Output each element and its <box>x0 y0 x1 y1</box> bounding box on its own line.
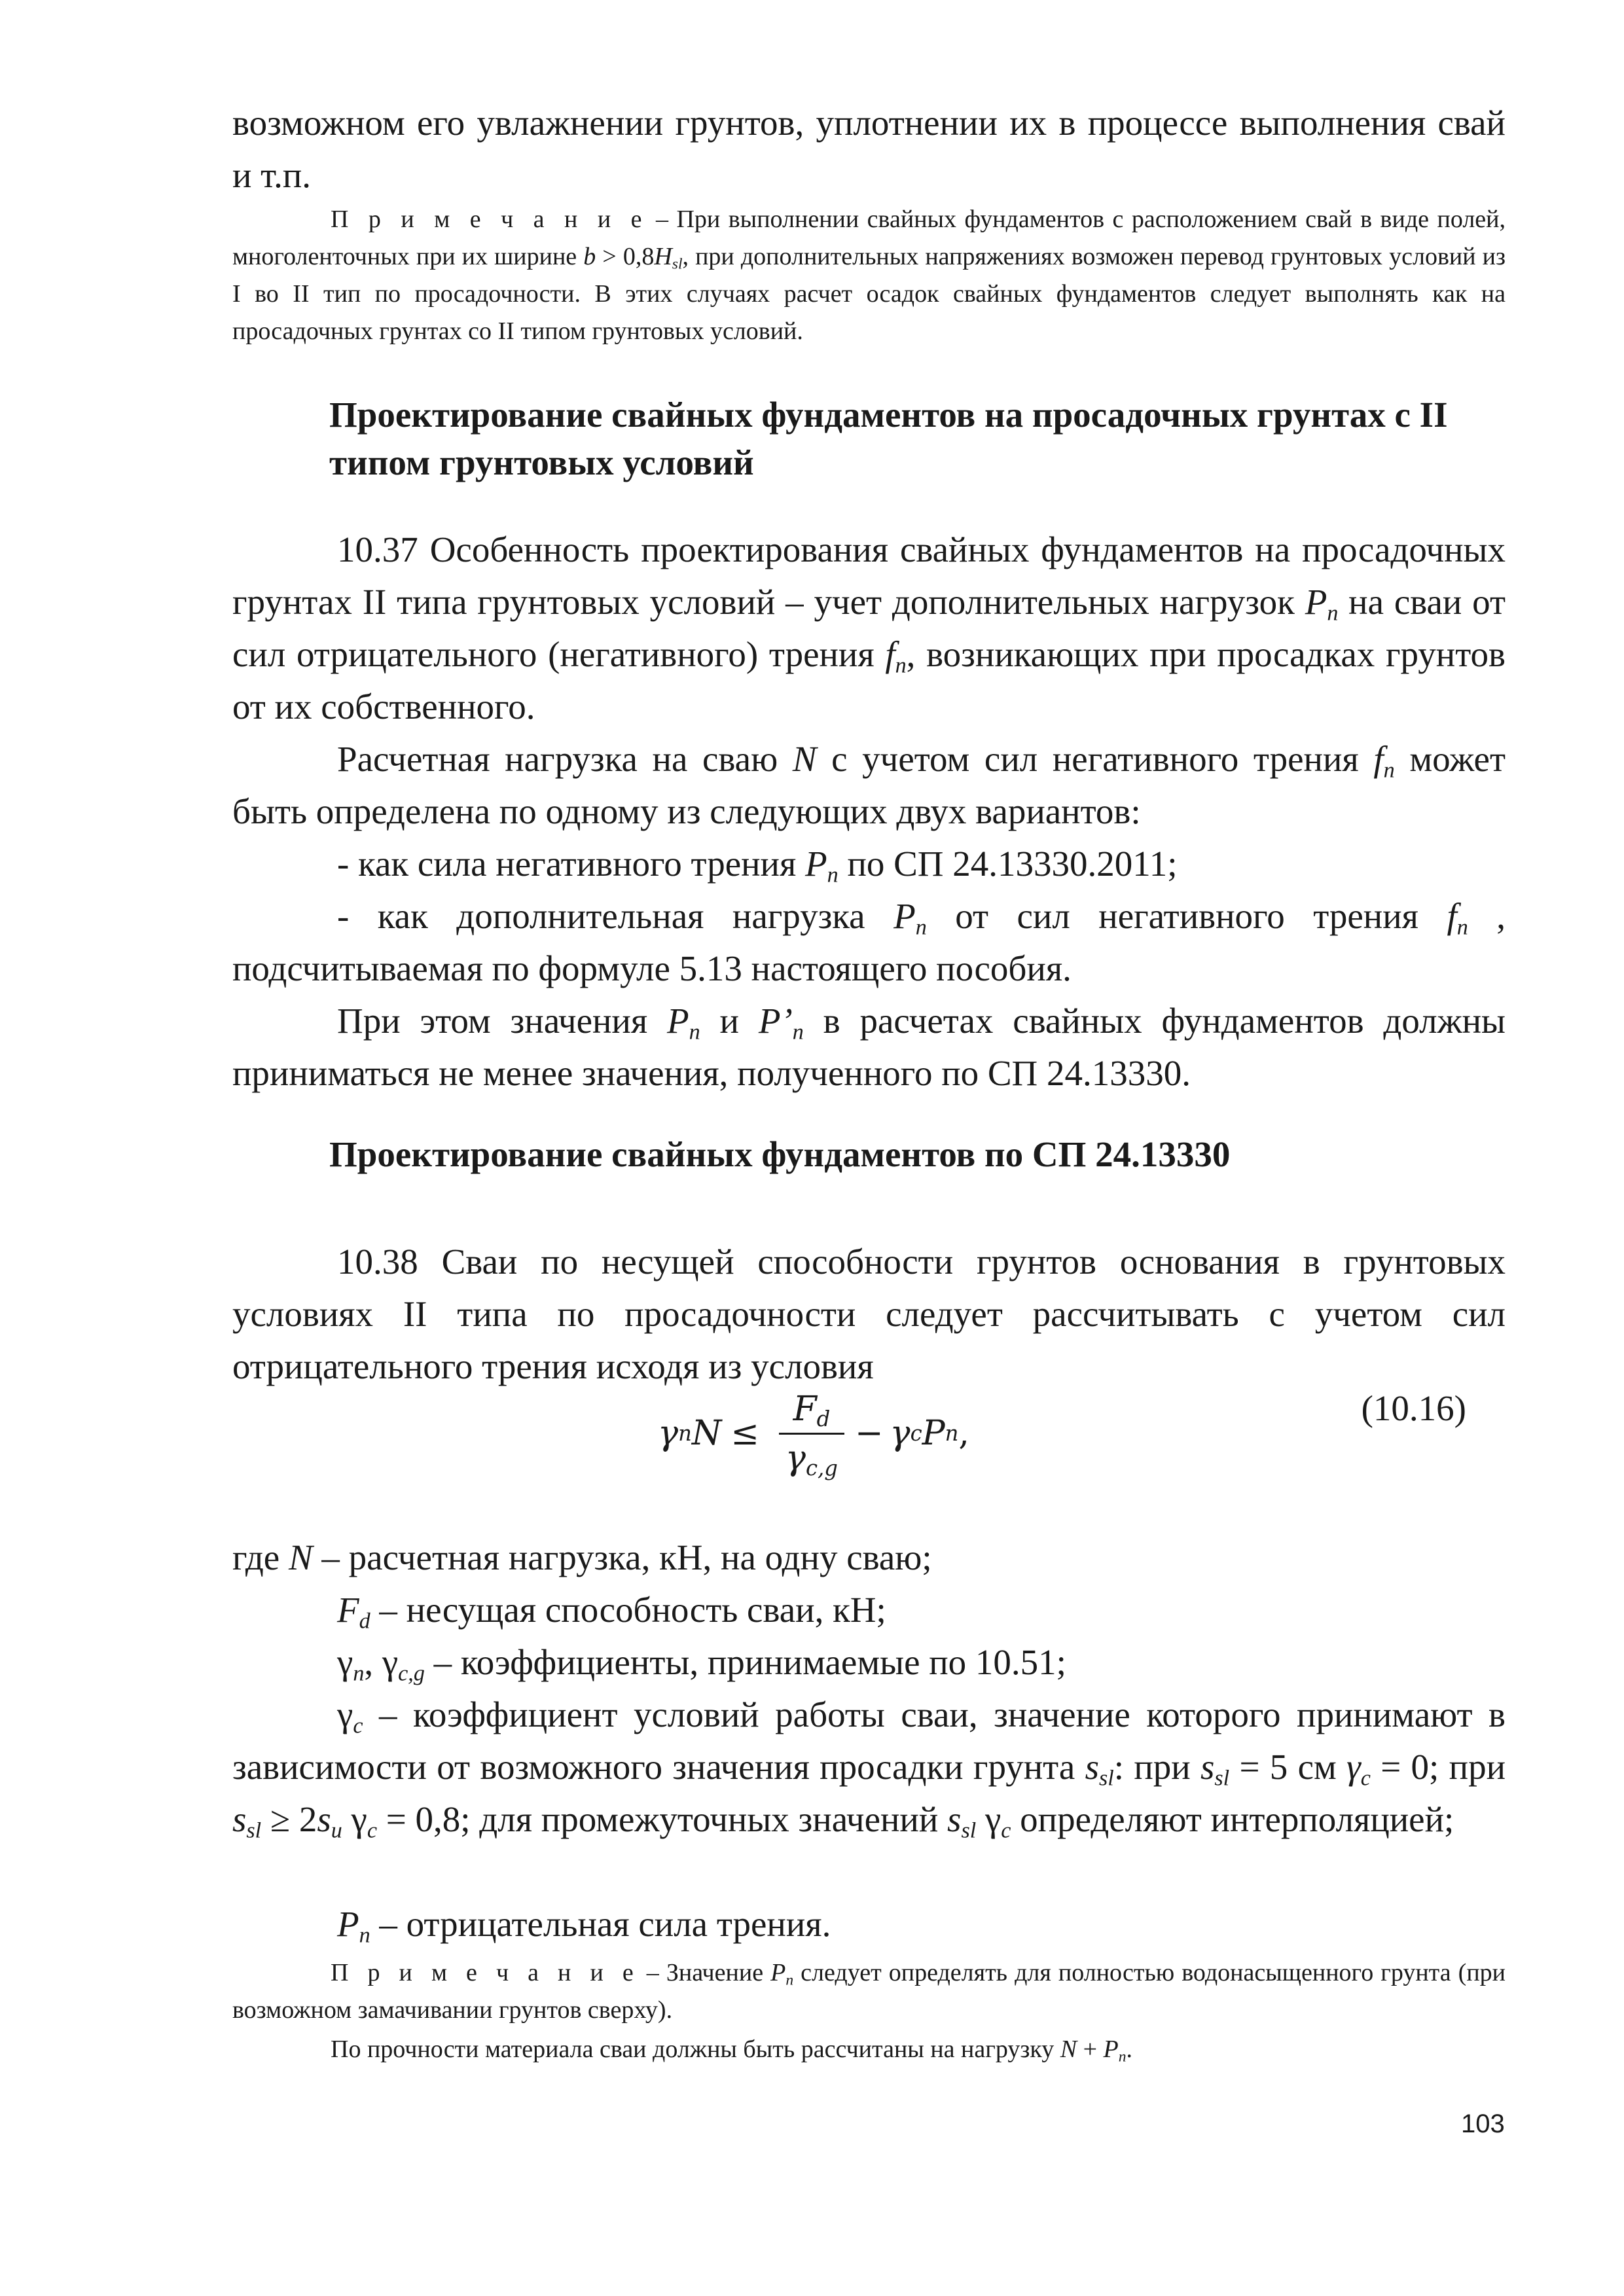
math-subscript: n <box>915 915 927 940</box>
math-var: F <box>337 1590 359 1630</box>
para-text: = 5 см <box>1229 1747 1347 1787</box>
math-subscript: u <box>331 1818 342 1843</box>
math-var: P <box>922 1414 945 1453</box>
math-var: N <box>288 1537 313 1577</box>
paragraph-10-38: 10.38 Сваи по несущей способности грунтов основания в грунтовых условиях II типа по просадочности следует рассчитывать с учетом сил отрицательного трения исходя из условия <box>232 1242 1506 1386</box>
definition-n <box>232 1532 1506 1584</box>
gamma-symbol: γ <box>984 1799 1001 1839</box>
math-subscript: c <box>1360 1766 1371 1791</box>
math-var: f <box>885 634 895 674</box>
math-subscript: d <box>359 1609 370 1634</box>
para-text <box>342 1799 352 1839</box>
math-subscript: n <box>353 1661 365 1686</box>
paragraph-calc-load <box>232 733 1506 838</box>
math-subscript: d <box>816 1406 831 1431</box>
math-subscript: c,g <box>806 1455 838 1480</box>
para-text: 10.37 Особенность проектирования свайных фундаментов на просадочных грунтах II типа грунтовых условий – учет дополнительных нагрузок <box>232 529 1506 622</box>
math-subscript: n <box>827 863 839 888</box>
math-subscript: n <box>1383 758 1395 783</box>
gamma-symbol: γ <box>351 1799 367 1839</box>
math-subscript: n <box>895 653 907 678</box>
math-var: s <box>1085 1747 1100 1787</box>
leq-symbol: ≤ <box>731 1414 759 1453</box>
list-item-2 <box>232 890 1506 995</box>
math-var: f <box>1447 896 1457 936</box>
gamma-symbol: γ <box>382 1642 399 1682</box>
math-subscript: n <box>359 1923 370 1948</box>
math-var: H <box>654 243 672 270</box>
math-var: s <box>1200 1747 1215 1787</box>
math-subscript: sl <box>1214 1766 1230 1791</box>
definition-fd <box>232 1584 1506 1636</box>
para-text: , возникающих при просадках грунтов от их собственного. <box>232 634 1506 726</box>
math-subscript: n <box>1327 601 1339 626</box>
note-text: – При выполнении свайных фундаментов с расположением свай в виде полей, многоленточных при их ширине <box>232 206 1506 270</box>
para-text: = 0; при <box>1370 1747 1506 1787</box>
math-var: s <box>947 1799 962 1839</box>
gamma-symbol: γ <box>337 1695 353 1734</box>
para-text: - как дополнительная нагрузка <box>337 896 894 936</box>
para-text: При этом значения <box>337 1001 668 1041</box>
math-var: P <box>667 1001 689 1041</box>
math-subscript: n <box>1118 2048 1127 2066</box>
math-var: s <box>317 1799 331 1839</box>
note-text: > 0,8 <box>596 243 655 270</box>
para-text: , <box>364 1642 382 1682</box>
para-text: определяют интерполяцией; <box>1011 1799 1454 1839</box>
math-var: P <box>805 844 827 884</box>
math-var: b <box>583 243 596 270</box>
math-subscript: sl <box>672 255 683 273</box>
math-var: P’ <box>758 1001 793 1041</box>
gamma-symbol: γ <box>785 1438 806 1478</box>
para-text: от сил негативного трения <box>926 896 1447 936</box>
para-text: Расчетная нагрузка на сваю <box>337 739 793 779</box>
math-var: N <box>1060 2036 1077 2063</box>
para-text: на сваи от сил отрицательного (негативного) трения <box>232 582 1506 674</box>
gamma-symbol: γ <box>1346 1747 1361 1787</box>
note-paragraph-2 <box>232 1954 1506 2029</box>
note-text: , при дополнительных напряжениях возможен перевод грунтовых условий из I во II тип по просадочности. В этих случаях расчет осадок свайных фундаментов следует выполнять как на просадочных грунтах со II типом грунтовых условий. <box>232 243 1506 345</box>
minus-symbol: − <box>854 1414 884 1453</box>
paragraph-10-37 <box>232 524 1506 733</box>
note-label: П р и м е ч а н и е <box>331 206 648 233</box>
math-var: N <box>792 739 817 779</box>
para-text: с учетом сил негативного трения <box>816 739 1374 779</box>
note-paragraph-3 <box>232 2031 1506 2068</box>
para-text: может быть определена по одному из следующих двух вариантов: <box>232 739 1506 831</box>
para-text: : при <box>1113 1747 1201 1787</box>
fraction-numerator <box>787 1390 837 1433</box>
comma: , <box>958 1414 969 1453</box>
math-subscript: n <box>785 1971 794 1989</box>
math-subscript: sl <box>1099 1766 1114 1791</box>
math-var: f <box>1373 739 1384 779</box>
paragraph-values <box>232 995 1506 1100</box>
note-paragraph-1 <box>232 201 1506 350</box>
section-heading-1: Проектирование свайных фундаментов на просадочных грунтах с II типом грунтовых условий <box>329 395 1448 482</box>
para-text: – расчетная нагрузка, кН, на одну сваю; <box>312 1537 932 1577</box>
formula-10-16 <box>232 1368 1506 1525</box>
equation-number: (10.16) <box>1361 1388 1466 1428</box>
formula-expression: γ n N ≤ $\frac{F_d}{\gamma_{c,g}}$ − γ c P n , <box>658 1389 969 1480</box>
math-var: s <box>232 1799 247 1839</box>
math-var: P <box>337 1904 359 1944</box>
math-subscript: n <box>792 1020 804 1045</box>
note-text: – Значение <box>639 1959 771 1986</box>
math-subscript: n <box>1456 915 1468 940</box>
math-var: N <box>691 1414 722 1453</box>
math-subscript: c <box>1001 1818 1011 1843</box>
gamma-symbol: γ <box>890 1414 911 1453</box>
note-label: П р и м е ч а н и е <box>331 1959 640 1986</box>
math-var: P <box>770 1959 786 1986</box>
note-text: . <box>1126 2036 1133 2063</box>
math-subscript: sl <box>961 1818 977 1843</box>
math-subscript: n <box>689 1020 700 1045</box>
para-text <box>976 1799 985 1839</box>
note-text: следует определять для полностью водонасыщенного грунта (при возможном замачивании грунтов сверху). <box>232 1959 1506 2024</box>
math-var: P <box>893 896 916 936</box>
para-text: – несущая способность сваи, кН; <box>370 1590 886 1630</box>
list-item-1 <box>232 838 1506 890</box>
para-text: в расчетах свайных фундаментов должны приниматься не менее значения, полученного по СП 24.13330. <box>232 1001 1506 1093</box>
math-subscript: c <box>353 1713 363 1738</box>
math-var: F <box>793 1389 817 1429</box>
para-text: = 0,8; для промежуточных значений <box>376 1799 948 1839</box>
para-text: - как сила негативного трения <box>337 844 806 884</box>
definition-gamma-c <box>232 1689 1506 1846</box>
para-text: – коэффициент условий работы сваи, значение которого принимают в зависимости от возможного значения просадки грунта <box>232 1695 1506 1787</box>
definition-pn <box>232 1898 1506 1950</box>
page-number: 103 <box>1461 2109 1505 2138</box>
note-text: + <box>1077 2036 1104 2063</box>
fraction <box>779 1390 844 1478</box>
gamma-symbol: γ <box>337 1642 353 1682</box>
math-subscript: c,g <box>398 1661 425 1686</box>
para-text: где <box>232 1537 289 1577</box>
definition-gamma <box>232 1636 1506 1689</box>
para-text: – отрицательная сила трения. <box>370 1904 831 1944</box>
para-text: ≥ 2 <box>261 1799 317 1839</box>
math-subscript: sl <box>246 1818 262 1843</box>
continuation-paragraph: возможном его увлажнении грунтов, уплотнении их в процессе выполнения свай и т.п. <box>232 103 1506 195</box>
para-text: по СП 24.13330.2011; <box>838 844 1178 884</box>
gamma-symbol: γ <box>658 1414 679 1453</box>
math-subscript: c <box>367 1818 377 1843</box>
para-text: , подсчитываемая по формуле 5.13 настоящего пособия. <box>232 896 1506 988</box>
math-var: P <box>1305 582 1327 622</box>
note-text: По прочности материала сваи должны быть рассчитаны на нагрузку <box>331 2036 1060 2063</box>
para-text: – коэффициенты, принимаемые по 10.51; <box>424 1642 1066 1682</box>
fraction-denominator <box>779 1433 844 1478</box>
section-heading-2: Проектирование свайных фундаментов по СП 24.13330 <box>329 1134 1231 1174</box>
para-text: и <box>700 1001 759 1041</box>
math-var: P <box>1103 2036 1119 2063</box>
